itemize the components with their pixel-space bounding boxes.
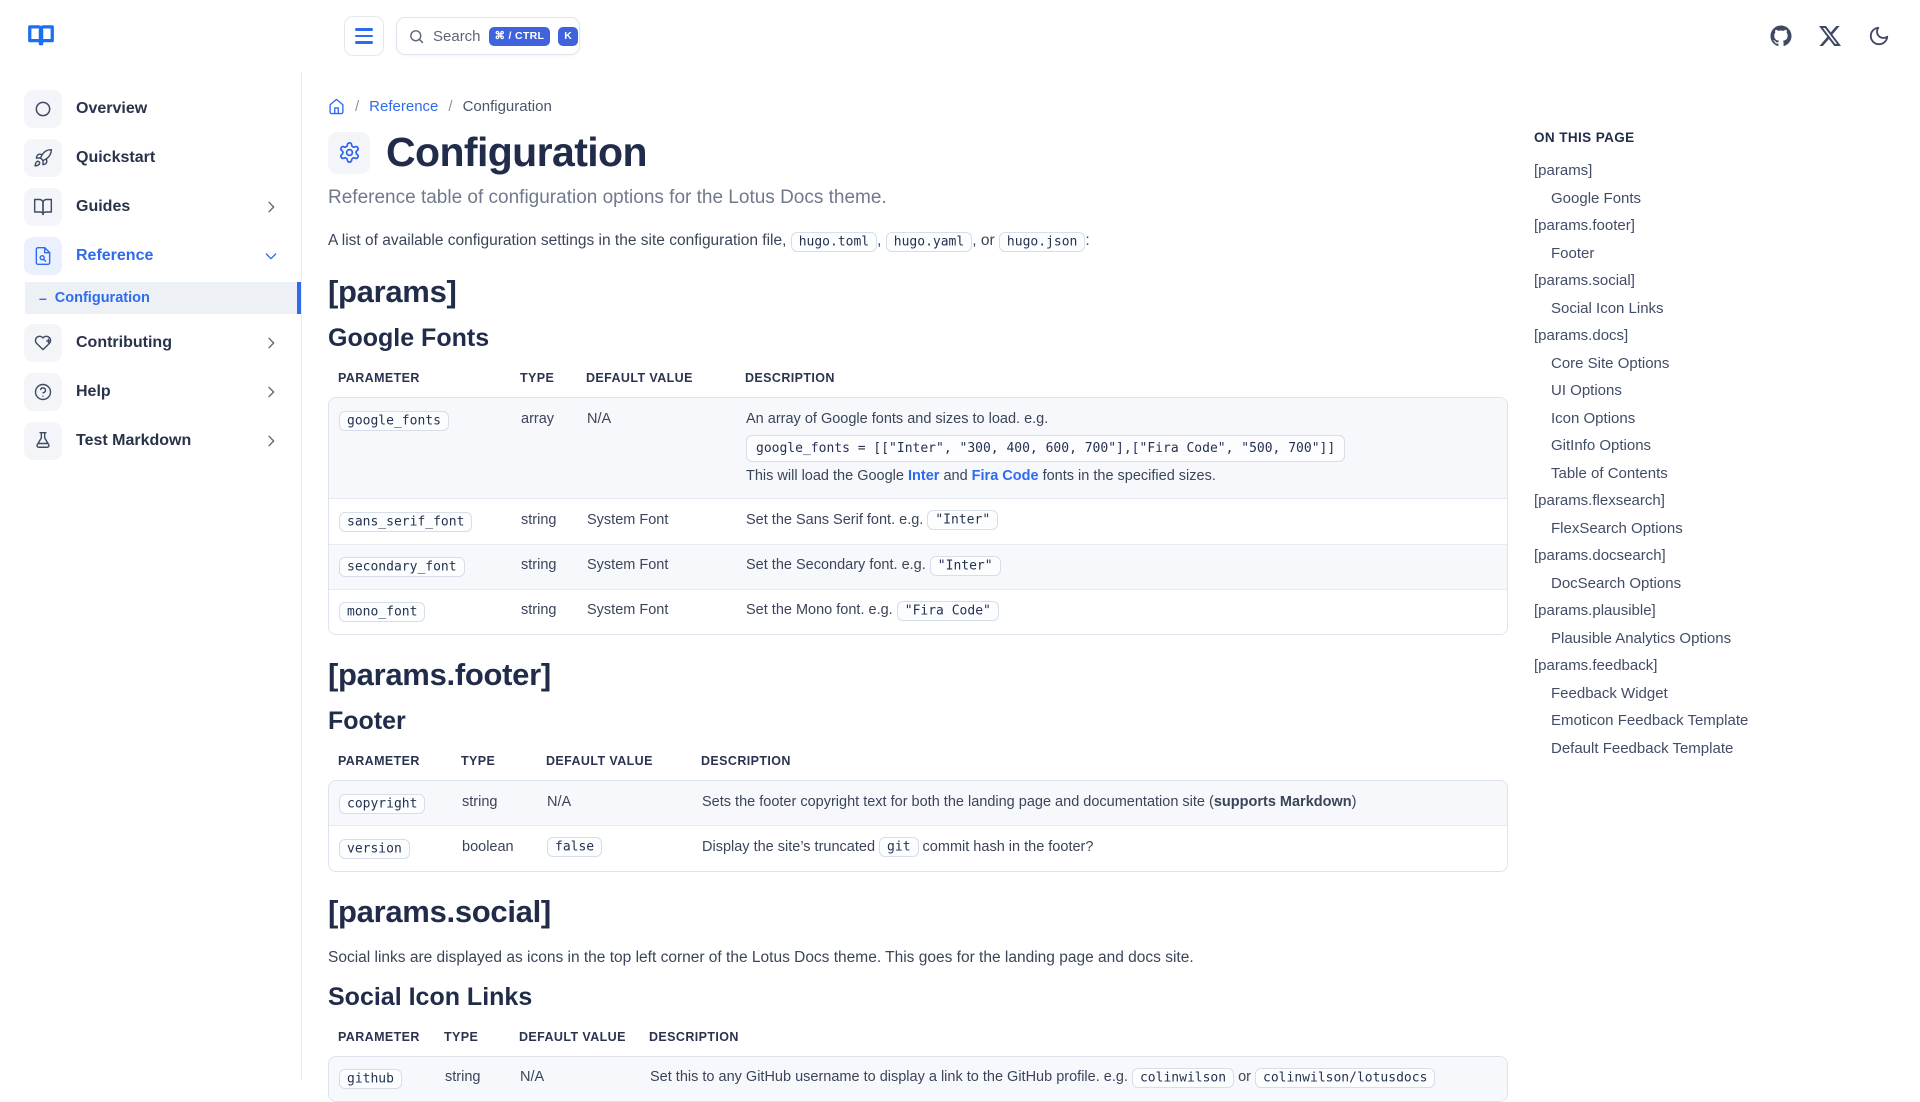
param-code-chip: google_fonts bbox=[339, 411, 449, 431]
description-cell: Sets the footer copyright text for both the landing page and documentation site (supports Markdown) bbox=[702, 793, 1357, 810]
kbd-key-badge: K bbox=[558, 27, 578, 46]
code-chip: "Fira Code" bbox=[897, 601, 999, 621]
toc-item-flexsearch-options[interactable]: FlexSearch Options bbox=[1551, 519, 1683, 537]
param-code-chip: mono_font bbox=[339, 602, 425, 622]
inline-link[interactable]: Fira Code bbox=[971, 468, 1039, 484]
column-header: DESCRIPTION bbox=[649, 1029, 739, 1044]
type-cell: string bbox=[462, 793, 498, 810]
toc-item-google-fonts[interactable]: Google Fonts bbox=[1551, 189, 1642, 207]
rocket-icon bbox=[33, 148, 53, 168]
toc-item-footer[interactable]: Footer bbox=[1551, 244, 1595, 262]
inline-link[interactable]: Inter bbox=[908, 468, 940, 484]
toc-item-params[interactable]: [params] bbox=[1534, 162, 1593, 179]
table-row bbox=[329, 826, 1507, 870]
param-cell bbox=[329, 398, 511, 498]
column-header: DESCRIPTION bbox=[745, 371, 835, 386]
type-cell: string bbox=[445, 1069, 481, 1086]
on-this-page-panel bbox=[1534, 130, 1904, 762]
paragraph: Social links are displayed as icons in the top left corner of the Lotus Docs theme. This goes for the landing page and docs site. bbox=[328, 948, 1194, 966]
section-heading-paramsfooter: [params.footer] bbox=[328, 657, 551, 692]
site-logo-book-icon[interactable] bbox=[26, 20, 56, 50]
type-cell: string bbox=[521, 602, 557, 619]
kbd-combo-badge: ⌘ / CTRL bbox=[489, 27, 551, 46]
type-cell: boolean bbox=[462, 838, 514, 855]
toc-item-social-icon-links[interactable]: Social Icon Links bbox=[1551, 299, 1664, 317]
table-row bbox=[329, 1057, 1507, 1101]
section-heading-google-fonts: Google Fonts bbox=[328, 324, 490, 353]
table-header-row bbox=[328, 1024, 1508, 1056]
table-body bbox=[328, 397, 1508, 635]
description-cell: Set this to any GitHub username to display a link to the GitHub profile. e.g. colinwilson or colinwilson/lotusdocs bbox=[640, 1057, 1507, 1101]
footer-table bbox=[328, 748, 1508, 872]
toc-item-paramsflexsearch[interactable]: [params.flexsearch] bbox=[1534, 492, 1665, 509]
chevron-right-icon bbox=[263, 433, 279, 449]
default-value-cell bbox=[537, 826, 692, 870]
breadcrumb-current: Configuration bbox=[462, 98, 552, 115]
code-chip: colinwilson bbox=[1132, 1068, 1234, 1088]
section-heading-params: [params] bbox=[328, 274, 457, 310]
table-header-row bbox=[328, 365, 1508, 397]
section-heading-footer: Footer bbox=[328, 707, 406, 735]
file-search-icon bbox=[33, 246, 53, 266]
type-cell: array bbox=[521, 410, 555, 427]
param-code-chip: sans_serif_font bbox=[339, 512, 472, 532]
gear-icon bbox=[328, 132, 370, 174]
book-open-icon bbox=[33, 197, 53, 217]
toc-item-default-feedback-template[interactable]: Default Feedback Template bbox=[1551, 739, 1734, 757]
search-icon bbox=[408, 28, 425, 45]
dark-mode-toggle-icon[interactable] bbox=[1868, 25, 1890, 47]
toc-item-core-site-options[interactable]: Core Site Options bbox=[1551, 354, 1670, 372]
code-chip: hugo.toml bbox=[791, 232, 877, 252]
code-chip: false bbox=[547, 837, 602, 857]
sidebar-item-label: Contributing bbox=[76, 333, 172, 351]
page-title: Configuration bbox=[386, 129, 647, 175]
sidebar-item-label: Quickstart bbox=[76, 148, 156, 166]
x-twitter-link-icon[interactable] bbox=[1819, 25, 1841, 47]
chevron-right-icon bbox=[263, 199, 279, 215]
sidebar-icon-box bbox=[24, 373, 62, 411]
search-input[interactable] bbox=[396, 17, 580, 55]
column-header: DEFAULT VALUE bbox=[546, 754, 653, 768]
section-heading-social-icon-links: Social Icon Links bbox=[328, 982, 533, 1011]
sidebar-item-contributing[interactable] bbox=[0, 318, 301, 367]
sidebar-icon-box bbox=[24, 422, 62, 460]
toc-item-table-of-contents[interactable]: Table of Contents bbox=[1551, 464, 1668, 482]
subitem-dash: – bbox=[39, 290, 47, 306]
sidebar-subitem-configuration[interactable] bbox=[25, 282, 301, 314]
main-content bbox=[328, 72, 1508, 1102]
table-row bbox=[329, 781, 1507, 826]
flask-icon bbox=[33, 431, 53, 451]
toc-item-paramsdocs[interactable]: [params.docs] bbox=[1534, 327, 1629, 344]
sidebar-item-reference[interactable] bbox=[0, 231, 301, 280]
column-header: PARAMETER bbox=[338, 754, 420, 768]
bold-text: supports Markdown bbox=[1213, 793, 1352, 810]
toc-item-icon-options[interactable]: Icon Options bbox=[1551, 409, 1636, 427]
description-cell: Set the Sans Serif font. e.g. "Inter" bbox=[736, 499, 1507, 543]
paragraph: A list of available configuration settings in the site configuration file, hugo.toml , hugo.yaml , or hugo.json : bbox=[328, 229, 1508, 252]
table-row bbox=[329, 590, 1507, 634]
column-header: TYPE bbox=[520, 371, 555, 386]
table-header-row bbox=[328, 748, 1508, 780]
toc-item-docsearch-options[interactable]: DocSearch Options bbox=[1551, 574, 1682, 592]
chevron-right-icon bbox=[263, 335, 279, 351]
sidebar-subitem-label: Configuration bbox=[54, 290, 150, 306]
param-cell bbox=[329, 1057, 435, 1101]
description-cell: Set the Secondary font. e.g. "Inter" bbox=[736, 545, 1507, 589]
sidebar-icon-box bbox=[24, 237, 62, 275]
param-code-chip: copyright bbox=[339, 794, 425, 814]
type-cell: string bbox=[521, 511, 557, 528]
table-row bbox=[329, 545, 1507, 590]
column-header: DEFAULT VALUE bbox=[519, 1029, 626, 1044]
table-body bbox=[328, 780, 1508, 872]
toc-item-paramsfeedback[interactable]: [params.feedback] bbox=[1534, 657, 1658, 674]
home-icon[interactable] bbox=[328, 98, 345, 115]
column-header: PARAMETER bbox=[338, 1029, 420, 1044]
param-cell bbox=[329, 499, 511, 543]
chevron-down-icon bbox=[263, 248, 279, 264]
table-body bbox=[328, 1056, 1508, 1102]
breadcrumb-separator: / bbox=[355, 98, 360, 115]
column-header: PARAMETER bbox=[338, 371, 420, 386]
sidebar-item-label: Test Markdown bbox=[76, 431, 192, 449]
toc-item-gitinfo-options[interactable]: GitInfo Options bbox=[1551, 437, 1652, 454]
circle-icon bbox=[33, 99, 53, 119]
param-cell bbox=[329, 826, 452, 870]
code-chip: colinwilson/lotusdocs bbox=[1255, 1068, 1435, 1088]
description-cell: An array of Google fonts and sizes to load. e.g. google_fonts = [["Inter", "300, 400, 600, 700"],["Fira Code", "500, 700"]] This will load the Google Inter and Fira Code fonts in the specified sizes. bbox=[736, 398, 1507, 498]
sidebar-icon-box bbox=[24, 90, 62, 128]
chevron-right-icon bbox=[263, 384, 279, 400]
toc-item-paramsfooter[interactable]: [params.footer] bbox=[1534, 217, 1635, 234]
code-chip: git bbox=[879, 837, 918, 857]
default-value-cell: N/A bbox=[547, 793, 572, 810]
sidebar-item-test-markdown[interactable] bbox=[0, 416, 301, 465]
toc-title: ON THIS PAGE bbox=[1534, 130, 1635, 145]
description-cell: Set the Mono font. e.g. "Fira Code" bbox=[736, 590, 1507, 634]
default-value-cell: N/A bbox=[587, 410, 612, 427]
toc-item-feedback-widget[interactable]: Feedback Widget bbox=[1551, 684, 1668, 702]
sidebar-icon-box bbox=[24, 324, 62, 362]
google-fonts-table bbox=[328, 365, 1508, 635]
toc-item-paramsplausible[interactable]: [params.plausible] bbox=[1534, 602, 1656, 619]
param-cell bbox=[329, 590, 511, 634]
column-header: TYPE bbox=[461, 754, 496, 768]
sidebar bbox=[0, 72, 302, 1080]
sidebar-nav bbox=[0, 84, 301, 465]
sidebar-item-guides[interactable] bbox=[0, 182, 301, 231]
top-navbar bbox=[0, 0, 1920, 72]
toc-item-plausible-analytics-options[interactable]: Plausible Analytics Options bbox=[1551, 629, 1732, 647]
menu-toggle-button[interactable] bbox=[344, 16, 384, 56]
default-value-cell: System Font bbox=[587, 511, 669, 528]
breadcrumb bbox=[328, 98, 1508, 115]
toc-item-emoticon-feedback-template[interactable]: Emoticon Feedback Template bbox=[1551, 712, 1749, 729]
column-header: DEFAULT VALUE bbox=[586, 371, 693, 386]
column-header: TYPE bbox=[444, 1029, 479, 1044]
sidebar-item-label: Help bbox=[76, 382, 111, 400]
default-value-cell: System Font bbox=[587, 557, 669, 573]
column-header: DESCRIPTION bbox=[701, 754, 791, 768]
github-link-icon[interactable] bbox=[1770, 25, 1792, 47]
code-chip: hugo.json bbox=[999, 232, 1085, 252]
param-cell bbox=[329, 781, 452, 825]
toc-item-paramssocial[interactable]: [params.social] bbox=[1534, 272, 1635, 289]
param-code-chip: version bbox=[339, 839, 410, 859]
heart-plus-icon bbox=[33, 333, 53, 353]
search-placeholder: Search bbox=[433, 27, 481, 45]
sidebar-item-label: Reference bbox=[76, 246, 154, 264]
default-value-cell: N/A bbox=[520, 1069, 545, 1086]
sidebar-item-help[interactable] bbox=[0, 367, 301, 416]
toc-item-ui-options[interactable]: UI Options bbox=[1551, 382, 1622, 399]
code-chip: "Inter" bbox=[930, 556, 1001, 576]
sidebar-icon-box bbox=[24, 188, 62, 226]
sidebar-item-quickstart[interactable] bbox=[0, 133, 301, 182]
param-cell bbox=[329, 545, 511, 589]
param-code-chip: github bbox=[339, 1069, 402, 1089]
table-row bbox=[329, 499, 1507, 544]
social-icon-links-table bbox=[328, 1024, 1508, 1102]
sidebar-item-label: Overview bbox=[76, 99, 148, 117]
sidebar-item-overview[interactable] bbox=[0, 84, 301, 133]
section-heading-paramssocial: [params.social] bbox=[328, 893, 551, 929]
code-chip: "Inter" bbox=[927, 510, 998, 530]
code-chip: hugo.yaml bbox=[886, 232, 972, 252]
param-code-chip: secondary_font bbox=[339, 557, 465, 577]
table-row bbox=[329, 398, 1507, 499]
breadcrumb-separator: / bbox=[448, 98, 453, 115]
code-block: google_fonts = [["Inter", "300, 400, 600, 700"],["Fira Code", "500, 700"]] bbox=[746, 435, 1345, 463]
sidebar-icon-box bbox=[24, 139, 62, 177]
type-cell: string bbox=[521, 557, 557, 573]
default-value-cell: System Font bbox=[587, 602, 669, 619]
active-indicator-bar bbox=[297, 282, 302, 314]
page-subtitle: Reference table of configuration options for the Lotus Docs theme. bbox=[328, 187, 887, 208]
help-circle-icon bbox=[33, 382, 53, 402]
toc-item-paramsdocsearch[interactable]: [params.docsearch] bbox=[1534, 547, 1666, 564]
breadcrumb-link-reference[interactable]: Reference bbox=[369, 98, 439, 115]
description-cell: Display the site’s truncated git commit hash in the footer? bbox=[692, 826, 1507, 870]
sidebar-item-label: Guides bbox=[76, 197, 131, 215]
